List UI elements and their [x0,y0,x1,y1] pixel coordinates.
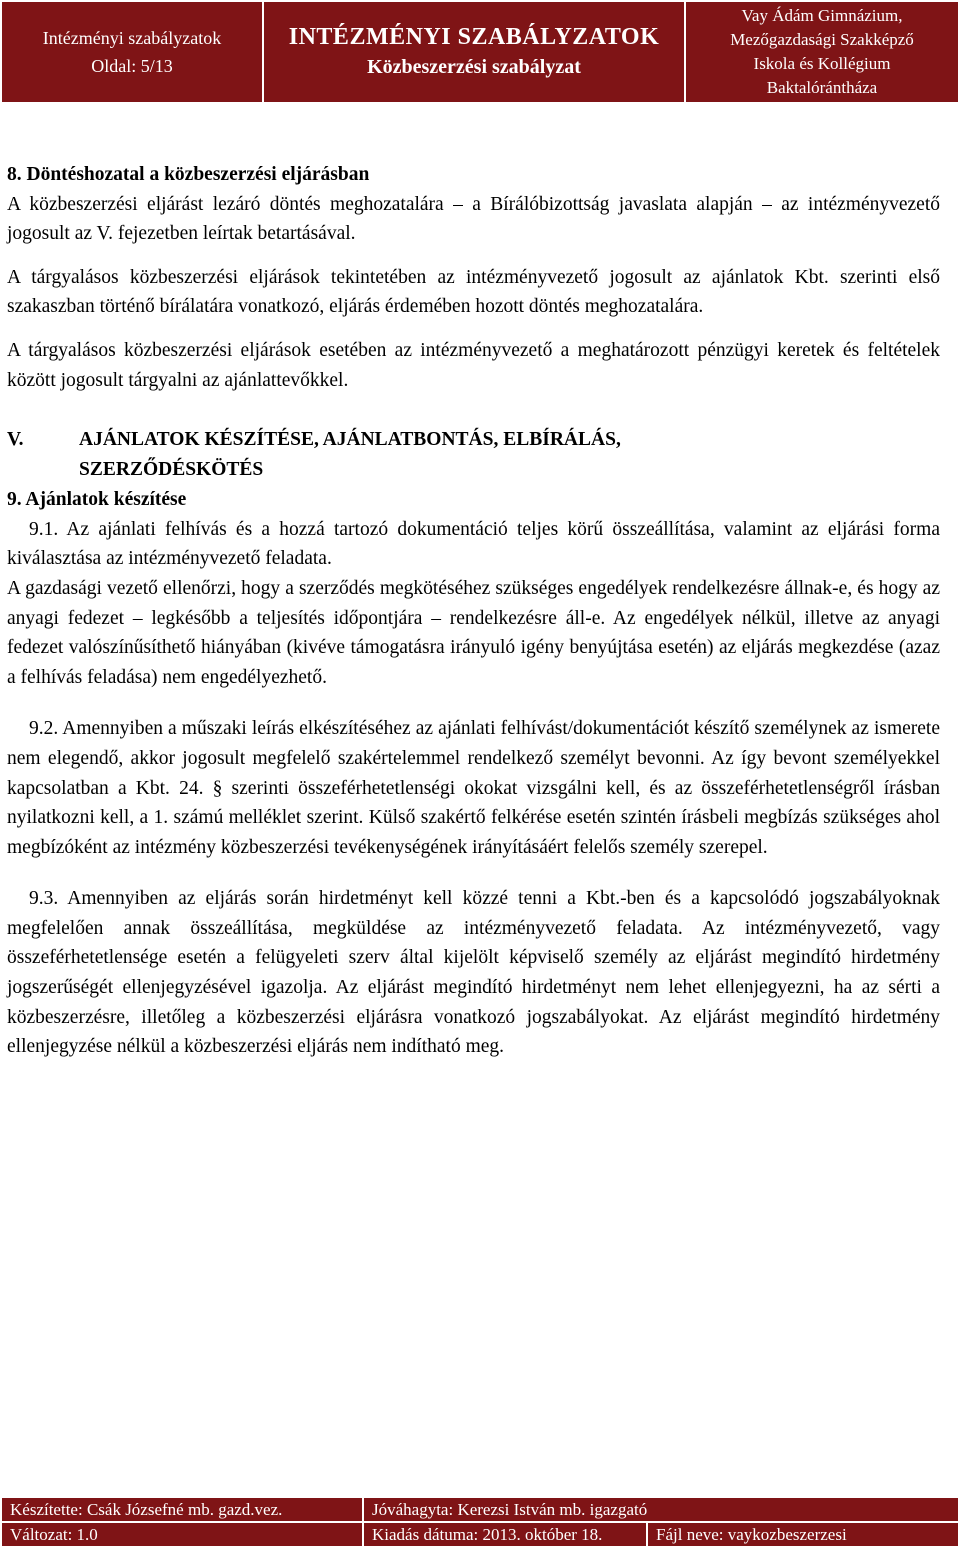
paragraph-9-2: 9.2. Amennyiben a műszaki leírás elkészítéséhez az ajánlati felhívást/dokumentációt készítő személynek az ismerete nem elegendő, akkor jogosult megfelelő szakértelemmel rendelkező személyt bevonni. Az így bevont személyekkel kapcsolatban a Kbt. 24. § szerinti összeférhetetlenségi okokat vizsgálni kell, és az összeférhetetlenségről írásban nyilatkozni kell, a 1. számú melléklet szerint. Külső szakértő felkérése esetén szintén írásbeli megbízás szükséges ahol megbízóként az intézmény közbeszerzési tevékenységének irányításáért felelős személy szerepel. [7,718,940,858]
document-body [7,160,940,1062]
paragraph-9-1: 9.1. Az ajánlati felhívás és a hozzá tartozó dokumentáció teljes körű összeállítása, valamint az eljárási forma kiválasztása az intézményvezető feladata. [7,518,940,570]
institution-line: Mezőgazdasági Szakképző [730,30,914,49]
paragraph: A tárgyalásos közbeszerzési eljárások tekintetében az intézményvezető jogosult az ajánlatok Kbt. szerinti első szakaszban történő bírálatára vonatkozó, eljárás érdemében hozott döntés meghozatalára. [7,266,940,318]
footer-version: Változat: 1.0 [2,1523,362,1546]
chapter-title-line: SZERZŐDÉSKÖTÉS [79,459,264,481]
footer-approved-by: Jóváhagyta: Kerezsi István mb. igazgató [364,1498,958,1521]
section-9-heading: 9. Ajánlatok készítése [7,489,187,511]
section-8-heading: 8. Döntéshozatal a közbeszerzési eljárásban [7,164,370,185]
institution-line: Baktalórántháza [766,78,878,97]
header-left-cell [2,2,262,102]
page-footer [2,1498,958,1546]
institution-line: Iskola és Kollégium [753,54,891,73]
institution-line: Vay Ádám Gimnázium, [741,6,903,25]
footer-file-name: Fájl neve: vaykozbeszerzesi [648,1523,958,1546]
header-page-number: Oldal: 5/13 [91,56,173,76]
document-title: INTÉZMÉNYI SZABÁLYZATOK [288,24,660,50]
chapter-heading [7,425,940,485]
paragraph: A közbeszerzési eljárást lezáró döntés meghozatalára – a Bírálóbizottság javaslata alapján – az intézményvezető jogosult az V. fejezetben leírtak betartásával. [7,193,940,245]
header-doc-type: Intézményi szabályzatok [42,28,222,48]
chapter-number: V. [7,429,24,451]
footer-issue-date: Kiadás dátuma: 2013. október 18. [364,1523,646,1546]
paragraph: A gazdasági vezető ellenőrzi, hogy a szerződés megkötéséhez szükséges engedélyek rendelkezésre állnak-e, és hogy az anyagi fedezet – legkésőbb a teljesítés időpontjára – rendelkezésre áll-e. Az engedélyek nélkül, illetve az anyagi fedezet valószínűsíthető hiányában (kivéve támogatásra irányuló igény benyújtása esetén) az eljárás megkezdése (azaz a felhívás feladása) nem engedélyezhető. [7,577,940,688]
chapter-title-line: AJÁNLATOK KÉSZÍTÉSE, AJÁNLATBONTÁS, ELBÍRÁLÁS, [79,429,621,451]
page-header [2,2,958,102]
paragraph-9-3: 9.3. Amennyiben az eljárás során hirdetményt kell közzé tenni a Kbt.-ben és a kapcsolódó jogszabályoknak megfelelően annak összeállítása, megküldése az intézményvezető feladata. Az intézményvezető, vagy összeférhetetlensége esetén a felügyeleti szerv által kijelölt képviselő személy az eljárást megindító hirdetmény jogszerűségét ellenjegyzésével igazolja. Az eljárást megindító hirdetményt nem lehet ellenjegyezni, ha az sérti a közbeszerzésre, illetőleg a közbeszerzési eljárásra vonatkozó jogszabályokat. Az eljárást megindító hirdetmény ellenjegyzése nélkül a közbeszerzési eljárás nem indítható meg. [7,888,940,1058]
footer-prepared-by: Készítette: Csák Józsefné mb. gazd.vez. [2,1498,362,1521]
paragraph: A tárgyalásos közbeszerzési eljárások esetében az intézményvezető a meghatározott pénzügyi keretek és feltételek között jogosult tárgyalni az ajánlattevőkkel. [7,339,940,391]
header-title-cell [264,2,684,102]
document-subtitle: Közbeszerzési szabályzat [367,56,581,78]
header-institution-cell [686,2,958,102]
